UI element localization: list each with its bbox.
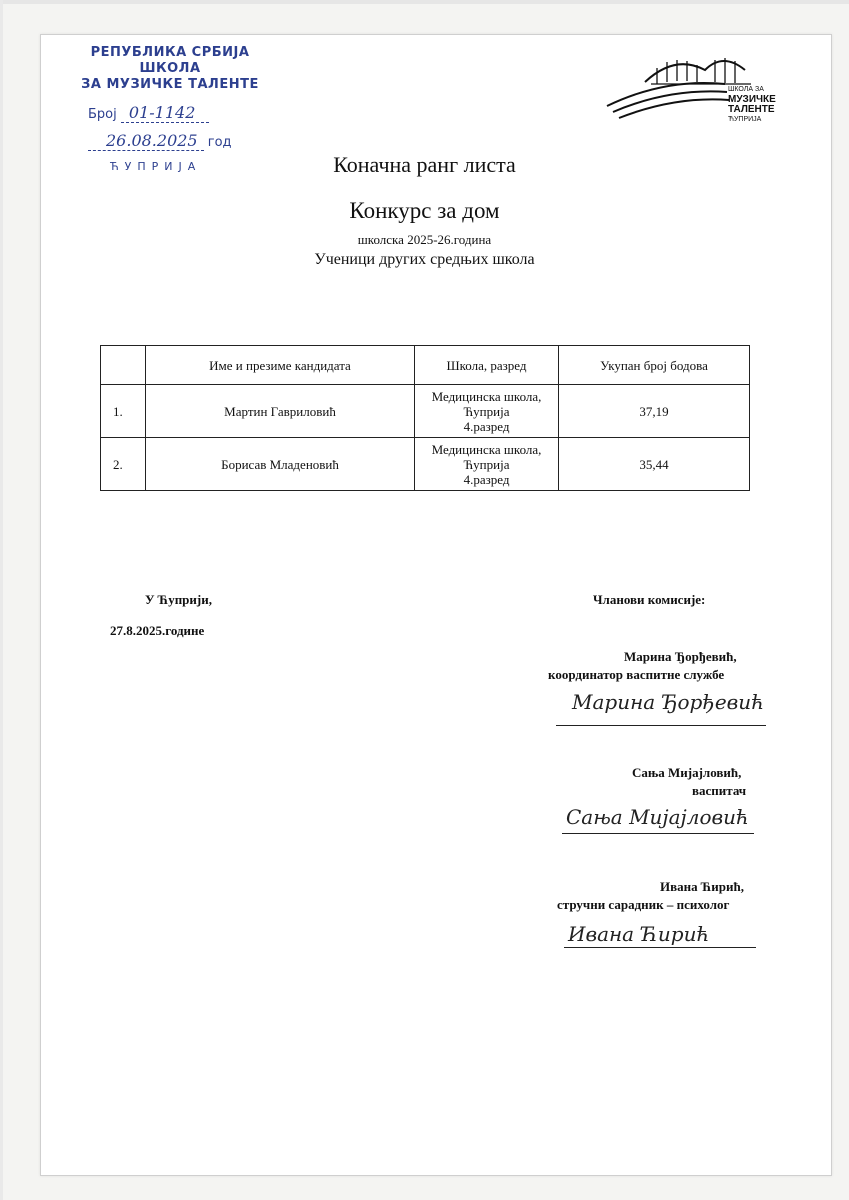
school-name: Медицинска школа, — [431, 388, 542, 404]
logo-line-talents: ТАЛЕНТЕ — [728, 104, 775, 115]
official-stamp — [70, 45, 270, 173]
table-row — [101, 385, 750, 438]
table-row — [101, 438, 750, 491]
member-role: координатор васпитне службе — [548, 667, 725, 682]
header-number — [101, 346, 146, 385]
place-label: У Ћуприји, — [145, 592, 212, 607]
school-logo-text — [728, 85, 776, 125]
signature-line — [564, 947, 756, 948]
header-total-points: Укупан број бодова — [559, 346, 750, 385]
member-signature: Марина Ђорђевић — [572, 690, 765, 714]
stamp-line-talents: ЗА МУЗИЧКЕ ТАЛЕНТЕ — [81, 77, 259, 92]
total-points: 35,44 — [559, 438, 750, 491]
stamp-number-label: Број — [88, 107, 117, 122]
ranking-table — [100, 345, 750, 491]
stamp-line-school: ШКОЛА — [139, 61, 201, 76]
document-title: Коначна ранг листа — [333, 152, 516, 177]
total-points: 37,19 — [559, 385, 750, 438]
signature-line — [556, 725, 766, 726]
school-grade-value: 4.разред — [463, 418, 510, 434]
member-name: Ивана Ћирић, — [660, 879, 744, 894]
member-role: васпитач — [692, 783, 747, 798]
signature-line — [562, 833, 754, 834]
stamp-year-label: год — [207, 135, 232, 150]
table-header-row — [101, 346, 750, 385]
logo-line-school: ШКОЛА ЗА — [728, 86, 764, 93]
header-school-grade: Школа, разред — [415, 346, 559, 385]
stamp-city: ЋУПРИЈА — [110, 160, 202, 173]
school-name: Медицинска школа, — [431, 441, 542, 457]
member-signature: Сања Мијајловић — [566, 805, 749, 829]
row-number: 1. — [101, 385, 146, 438]
commission-label: Чланови комисије: — [593, 592, 706, 607]
scan-edge-left — [0, 0, 3, 1200]
stamp-line-republic: РЕПУБЛИКА СРБИЈА — [90, 45, 250, 60]
header-candidate-name: Име и презиме кандидата — [146, 346, 415, 385]
member-role: стручни сарадник – психолог — [557, 897, 730, 912]
document-subtitle: Конкурс за дом — [349, 198, 500, 223]
stamp-number-row — [88, 103, 209, 122]
school-grade — [415, 438, 559, 491]
school-year: школска 2025-26.година — [357, 232, 492, 247]
member-name: Сања Мијајловић, — [632, 765, 742, 780]
stamp-number-value: 01-1142 — [121, 103, 209, 123]
member-name: Марина Ђорђевић, — [624, 649, 737, 664]
logo-line-city: ЋУПРИЈА — [728, 116, 762, 123]
member-signature: Ивана Ћирић — [568, 922, 710, 946]
row-number: 2. — [101, 438, 146, 491]
school-city: Ћуприја — [463, 403, 510, 419]
student-category: Ученици других средњих школа — [314, 251, 535, 268]
logo-line-music: МУЗИЧКЕ — [728, 94, 776, 105]
scan-edge-top — [0, 0, 849, 4]
school-grade-value: 4.разред — [463, 471, 510, 487]
stamp-date-value: 26.08.2025 — [88, 131, 204, 151]
school-grade — [415, 385, 559, 438]
school-city: Ћуприја — [463, 456, 510, 472]
candidate-name: Мартин Гавриловић — [146, 385, 415, 438]
stamp-date-row — [88, 131, 232, 150]
candidate-name: Борисав Младеновић — [146, 438, 415, 491]
issue-date: 27.8.2025.године — [110, 623, 205, 638]
